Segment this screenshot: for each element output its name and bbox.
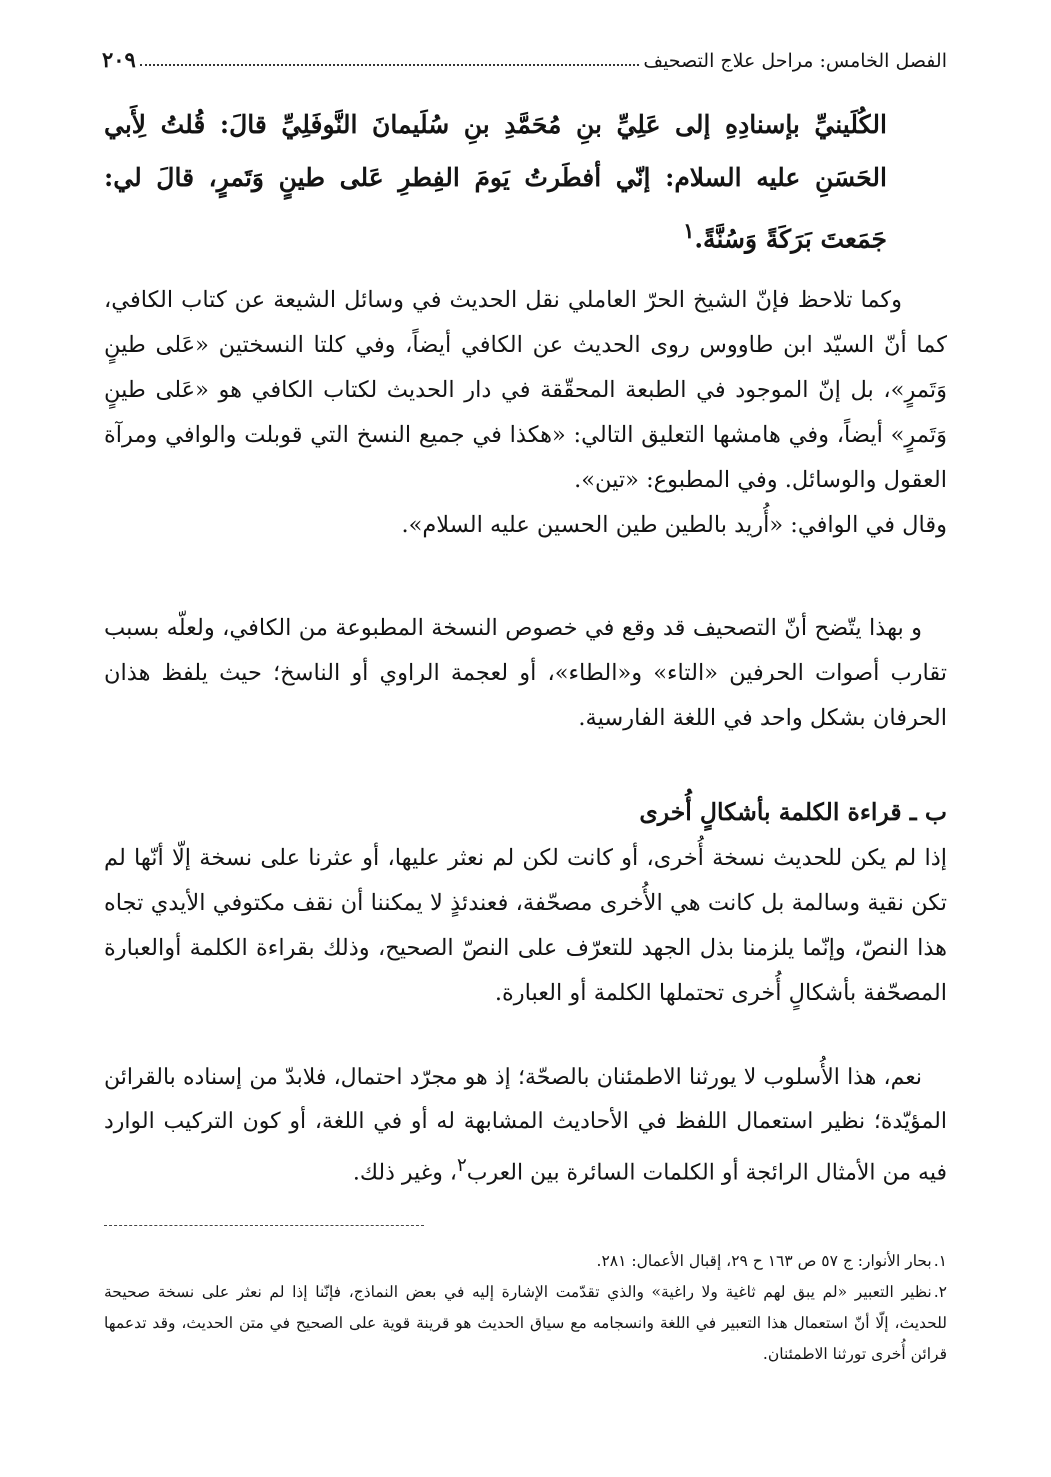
paragraph-4-text — [104, 1056, 947, 1195]
footnote-text: بحار الأنوار: ج ٥٧ ص ١٦٣ ح ٢٩، إقبال الأعمال: ٢٨١. — [596, 1252, 932, 1270]
footnote-number: ٢. — [933, 1283, 947, 1301]
footnote-number: ١. — [933, 1252, 947, 1270]
paragraph-1-text-2: وقال في الوافي: «أُريد بالطين طين الحسين عليه السلام». — [401, 512, 947, 538]
paragraph-4 — [104, 1056, 947, 1195]
paragraph-3 — [104, 836, 947, 1016]
footnotes — [104, 1246, 947, 1370]
running-header — [102, 40, 947, 72]
paragraph-1-text: وكما تلاحظ فإنّ الشيخ الحرّ العاملي نقل الحديث في وسائل الشيعة عن كتاب الكافي، كما أنّ السيّد ابن طاووس روى الحديث عن الكافي أيضاً، وفي كلتا النسختين «عَلى طينٍ وَتَمرٍ»، بل إنّ الموجود في الطبعة المحقّقة في دار الحديث لكتاب الكافي هو «عَلى طينٍ وَتَمرٍ» أيضاً، وفي هامشها التعليق التالي: «هكذا في جميع النسخ التي قوبلت والوافي ومرآة العقول والوسائل. وفي المطبوع: «تين». — [104, 287, 948, 493]
chapter-title: الفصل الخامس: مراحل علاج التصحيف — [643, 50, 947, 72]
paragraph-1 — [104, 278, 947, 548]
footnote-ref-2: ٢ — [456, 1155, 467, 1176]
paragraph-4-tail: ، وغير ذلك. — [352, 1160, 457, 1186]
page-number: ٢٠٩ — [102, 47, 136, 72]
footnote-ref-1: ١ — [683, 218, 695, 243]
footnote-separator — [104, 1225, 424, 1226]
paragraph-4-main: نعم، هذا الأُسلوب لا يورثنا الاطمئنان بالصحّة؛ إذ هو مجرّد احتمال، فلابدّ من إسناده بالقرائن المؤيّدة؛ نظير استعمال اللفظ في الأحاديث المشابهة له أو في اللغة، أو كون التركيب الوارد فيه من الأمثال الرائجة أو الكلمات السائرة بين العرب — [104, 1065, 947, 1186]
paragraph-2 — [104, 606, 947, 741]
section-heading: ب ـ قراءة الكلمة بأشكالٍ أُخرى — [639, 798, 947, 826]
hadith-quote — [104, 98, 947, 265]
paragraph-3-text: إذا لم يكن للحديث نسخة أُخرى، أو كانت لكن لم نعثر عليها، أو عثرنا على نسخة إلّا أنّها لم تكن نقية وسالمة بل كانت هي الأُخرى مصحّفة، فعندئذٍ لا يمكننا أن نقف مكتوفي الأيدي تجاه هذا النصّ، وإنّما يلزمنا بذل الجهد للتعرّف على النصّ الصحيح، وذلك بقراءة الكلمة أوالعبارة المصحّفة بأشكالٍ أُخرى تحتملها الكلمة أو العبارة. — [104, 845, 947, 1006]
quote-text: الكُلَينيِّ بإسنادِهِ إلى عَلِيِّ بنِ مُحَمَّدِ بنِ سُلَيمانَ النَّوفَلِيِّ قالَ: قُلتُ لِأَبي الحَسَنِ عليه السلام: إنّي أفطَرتُ يَومَ الفِطرِ عَلى طينٍ وَتَمرٍ، قالَ لي: جَمَعتَ بَرَكَةً وَسُنَّةً. — [104, 110, 887, 254]
footnote-2 — [104, 1277, 947, 1370]
header-dot-leader — [140, 64, 640, 66]
footnote-text: نظير التعبير «لم يبق لهم ثاغية ولا راغية» والذي تقدّمت الإشارة إليه في بعض النماذج، فإنّنا إذا لم نعثر على نسخة صحيحة للحديث، إلّا أنّ استعمال هذا التعبير في اللغة وانسجامه مع سياق الحديث هو قرينة قوية على الصحيح في متن الحديث، وقد تدعمها قرائن أُخرى تورثنا الاطمئنان. — [104, 1283, 947, 1363]
footnote-1 — [104, 1246, 947, 1277]
paragraph-2-text: و بهذا يتّضح أنّ التصحيف قد وقع في خصوص النسخة المطبوعة من الكافي، ولعلّه بسبب تقارب أصوات الحرفين «التاء» و«الطاء»، أو لعجمة الراوي أو الناسخ؛ حيث يلفظ هذان الحرفان بشكل واحد في اللغة الفارسية. — [104, 615, 947, 731]
